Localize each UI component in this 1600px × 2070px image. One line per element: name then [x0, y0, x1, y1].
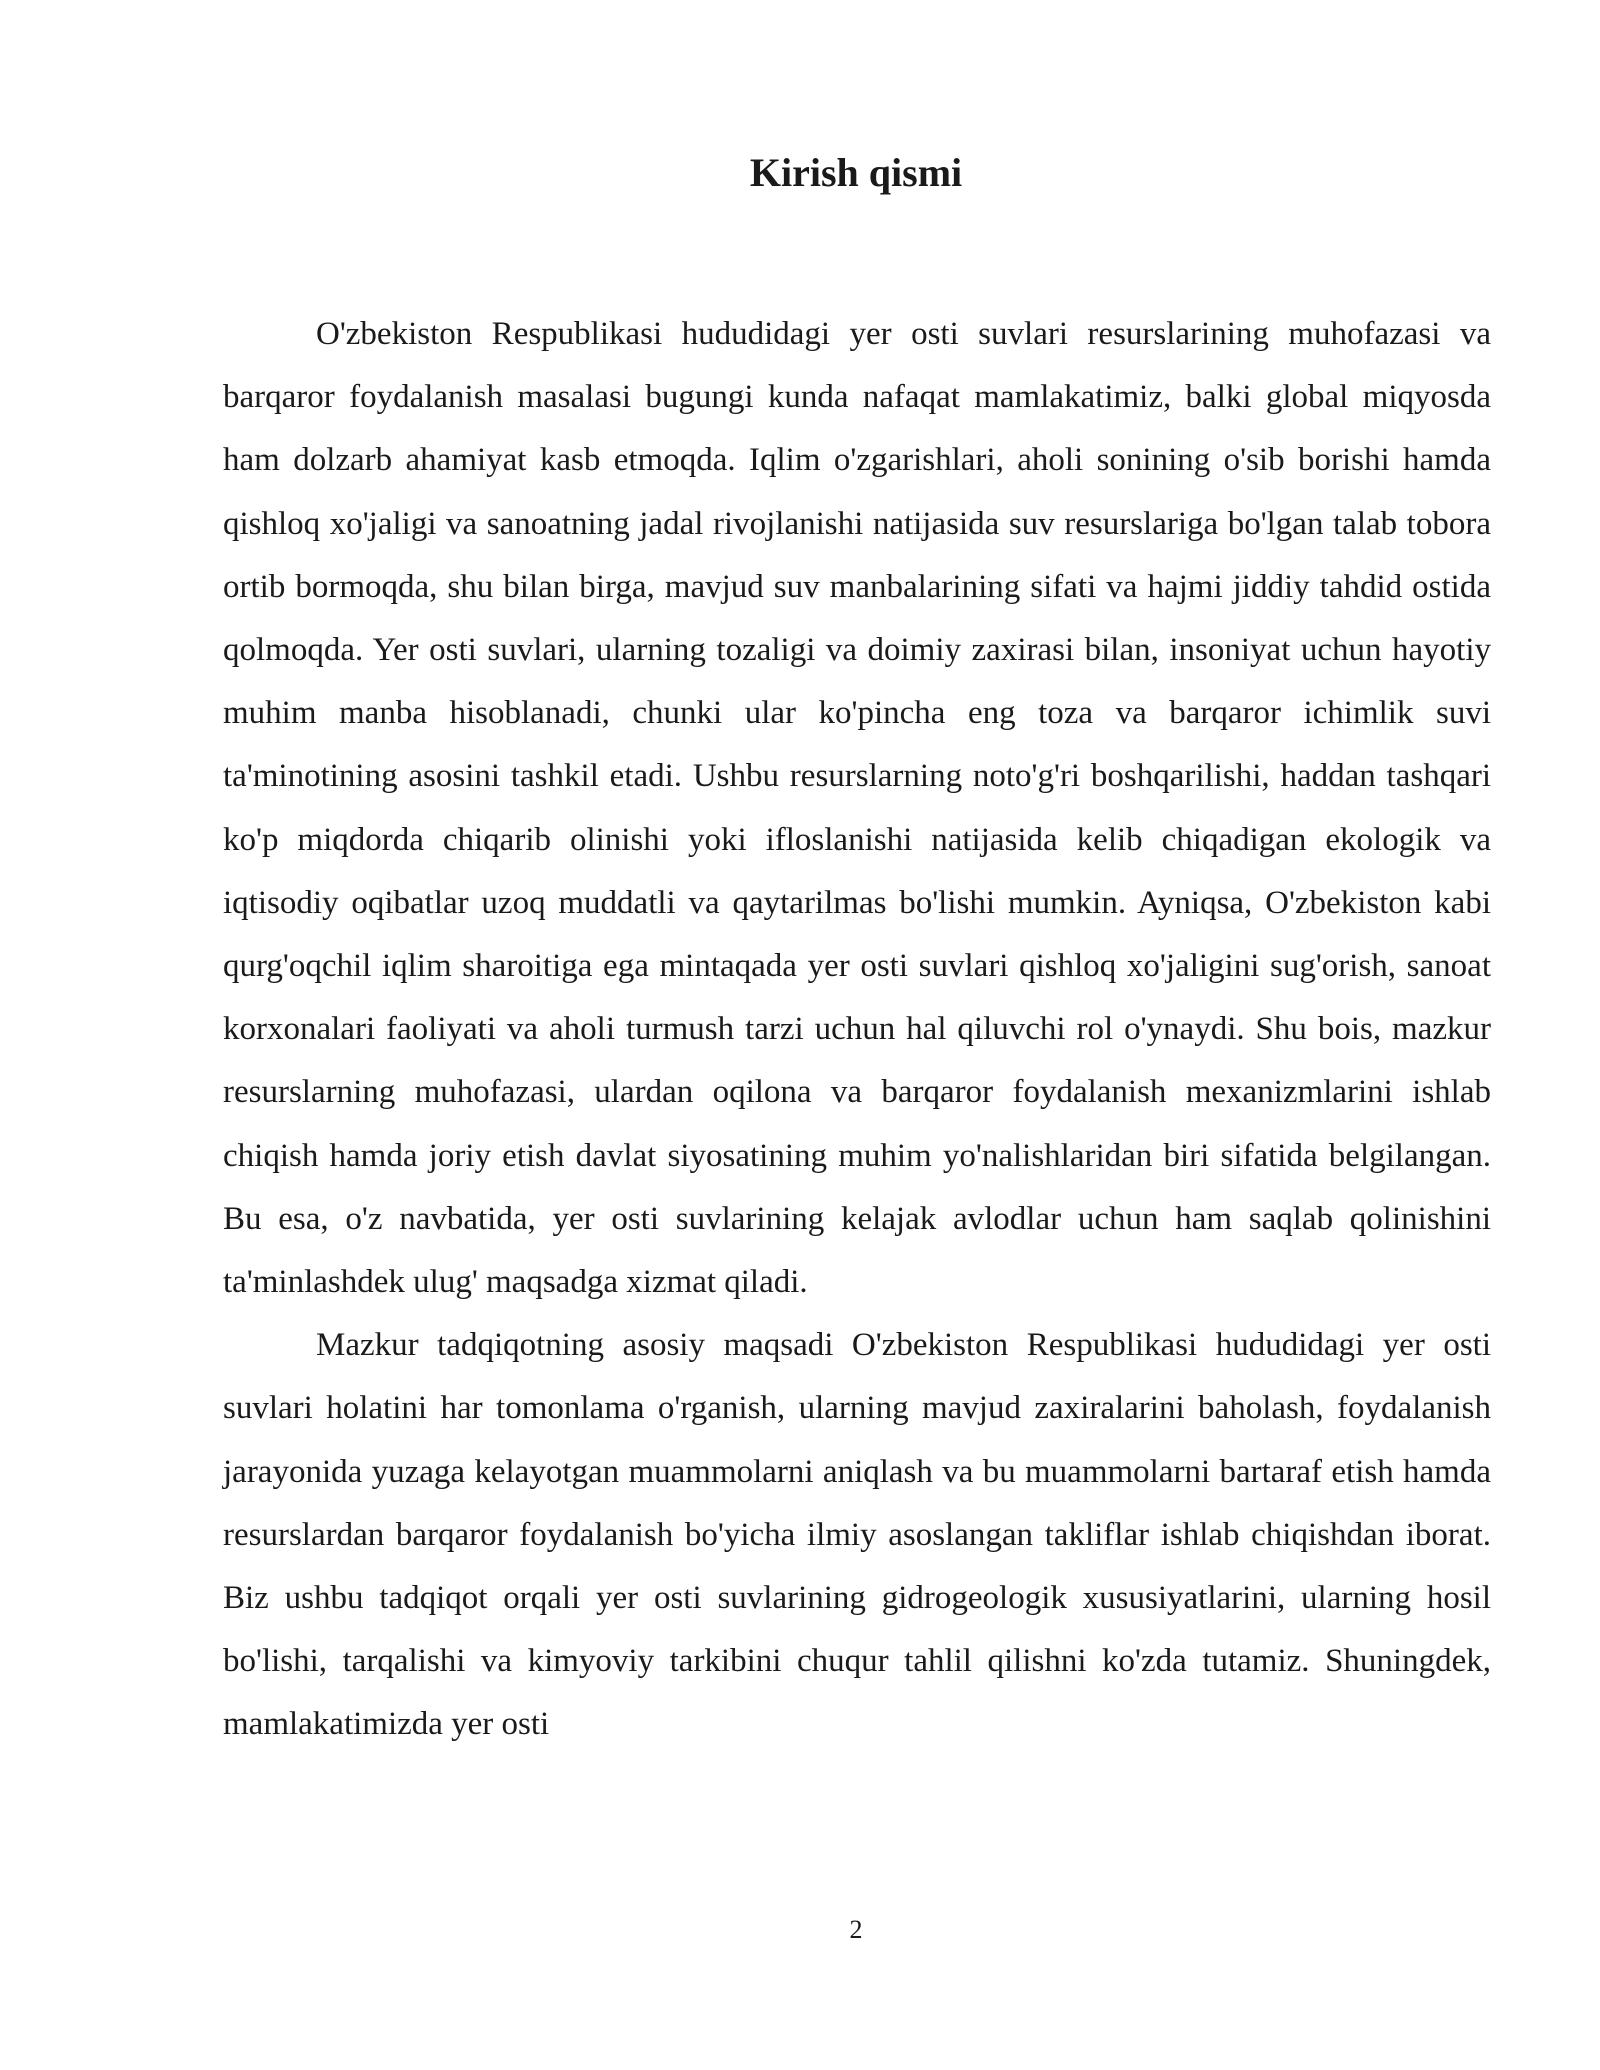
body-text: [223, 303, 1491, 1757]
paragraph-research-goal: Mazkur tadqiqotning asosiy maqsadi O'zbekiston Respublikasi hududidagi yer osti suvlari holatini har tomonlama o'rganish, ularning mavjud zaxiralarini baholash, foydalanish jarayonida yuzaga kelayotgan muammolarni aniqlash va bu muammolarni bartaraf etish hamda resurslardan barqaror foydalanish bo'yicha ilmiy asoslangan takliflar ishlab chiqishdan iborat. Biz ushbu tadqiqot orqali yer osti suvlarining gidrogeologik xususiyatlarini, ularning hosil bo'lishi, tarqalishi va kimyoviy tarkibini chuqur tahlil qilishni ko'zda tutamiz. Shuningdek, mamlakatimizda yer osti: [223, 1327, 1491, 1743]
page-number: 2: [849, 1915, 863, 1944]
paragraph-intro: O'zbekiston Respublikasi hududidagi yer osti suvlari resurslarining muhofazasi va barqaror foydalanish masalasi bugungi kunda nafaqat mamlakatimiz, balki global miqyosda ham dolzarb ahamiyat kasb etmoqda. Iqlim o'zgarishlari, aholi sonining o'sib borishi hamda qishloq xo'jaligi va sanoatning jadal rivojlanishi natijasida suv resurslariga bo'lgan talab tobora ortib bormoqda, shu bilan birga, mavjud suv manbalarining sifati va hajmi jiddiy tahdid ostida qolmoqda. Yer osti suvlari, ularning tozaligi va doimiy zaxirasi bilan, insoniyat uchun hayotiy muhim manba hisoblanadi, chunki ular ko'pincha eng toza va barqaror ichimlik suvi ta'minotining asosini tashkil etadi. Ushbu resurslarning noto'g'ri boshqarilishi, haddan tashqari ko'p miqdorda chiqarib olinishi yoki ifloslanishi natijasida kelib chiqadigan ekologik va iqtisodiy oqibatlar uzoq muddatli va qaytarilmas bo'lishi mumkin. Ayniqsa, O'zbekiston kabi qurg'oqchil iqlim sharoitiga ega mintaqada yer osti suvlari qishloq xo'jaligini sug'orish, sanoat korxonalari faoliyati va aholi turmush tarzi uchun hal qiluvchi rol o'ynaydi. Shu bois, mazkur resurslarning muhofazasi, ulardan oqilona va barqaror foydalanish mexanizmlarini ishlab chiqish hamda joriy etish davlat siyosatining muhim yo'nalishlaridan biri sifatida belgilangan. Bu esa, o'z navbatida, yer osti suvlarining kelajak avlodlar uchun ham saqlab qolinishini ta'minlashdek ulug' maqsadga xizmat qiladi.: [223, 316, 1491, 1301]
page-title: Kirish qismi: [749, 150, 963, 195]
